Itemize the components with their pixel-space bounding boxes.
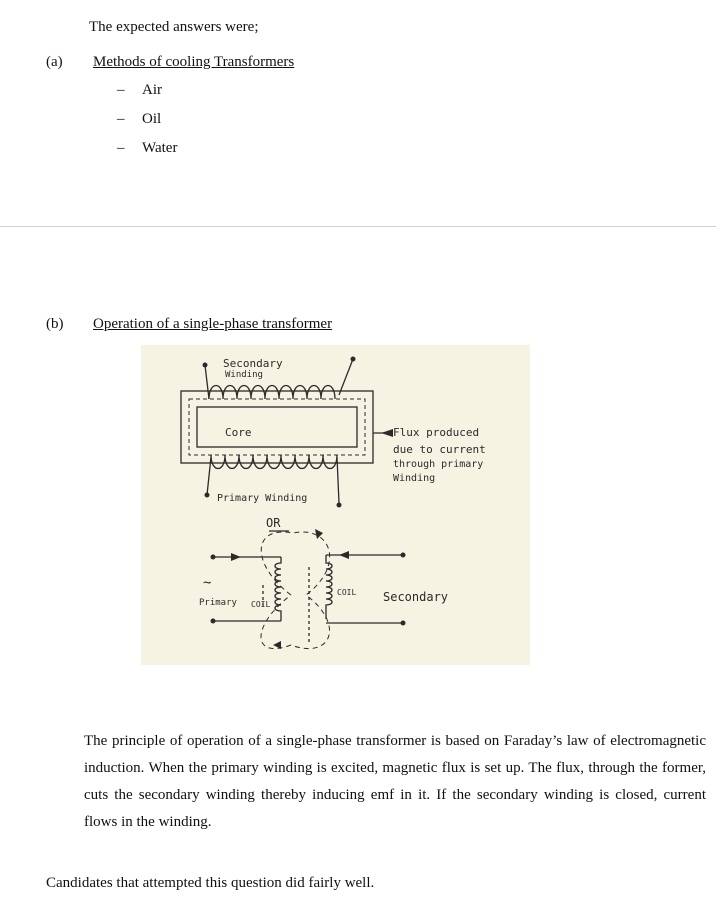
terminal-dot: [205, 493, 210, 498]
list-bullet: –: [117, 82, 125, 98]
terminal-dot: [211, 619, 216, 624]
part-a-heading: Methods of cooling Transformers: [93, 54, 295, 70]
label-primary: Primary: [199, 598, 237, 608]
terminal-dot: [203, 363, 208, 368]
label-ac-symbol: ~: [203, 575, 212, 591]
conclusion-text: Candidates that attempted this question did fairly well.: [46, 875, 375, 891]
label-flux-2: due to current: [393, 443, 486, 456]
terminal-dot: [337, 503, 342, 508]
list-item-water: Water: [142, 140, 178, 156]
label-secondary-2: Secondary: [383, 590, 449, 604]
label-primary-winding: Primary Winding: [217, 493, 308, 504]
list-item-air: Air: [142, 82, 162, 98]
label-coil-right: COIL: [337, 588, 357, 597]
list-item-oil: Oil: [142, 111, 162, 127]
intro-text: The expected answers were;: [89, 19, 259, 35]
label-core: Core: [225, 426, 252, 439]
label-secondary: Secondary: [223, 357, 283, 370]
label-winding: Winding: [225, 370, 263, 380]
operation-paragraph: The principle of operation of a single-phase transformer is based on Faraday’s law of electromagnetic induction. When the primary winding is excited, magnetic flux is set up. The flux, through the former, cuts the secondary winding thereby inducing emf in it. If the secondary winding is closed, current flows in the winding.: [84, 733, 706, 830]
part-b-label: (b): [46, 316, 64, 332]
terminal-dot: [211, 555, 216, 560]
list-bullet: –: [117, 140, 125, 156]
part-b-heading: Operation of a single-phase transformer: [93, 316, 333, 332]
label-flux-1: Flux produced: [393, 426, 480, 439]
terminal-dot: [401, 553, 406, 558]
label-flux-4: Winding: [393, 473, 436, 484]
terminal-dot: [351, 357, 356, 362]
diagram-paper: [141, 345, 530, 665]
list-bullet: –: [117, 111, 125, 127]
terminal-dot: [401, 621, 406, 626]
page-divider: [0, 226, 716, 227]
label-coil-left: COIL: [251, 600, 271, 609]
label-flux-3: through primary: [393, 459, 484, 470]
part-a-label: (a): [46, 54, 63, 70]
label-or: OR: [266, 516, 281, 530]
transformer-diagram: [141, 345, 530, 665]
